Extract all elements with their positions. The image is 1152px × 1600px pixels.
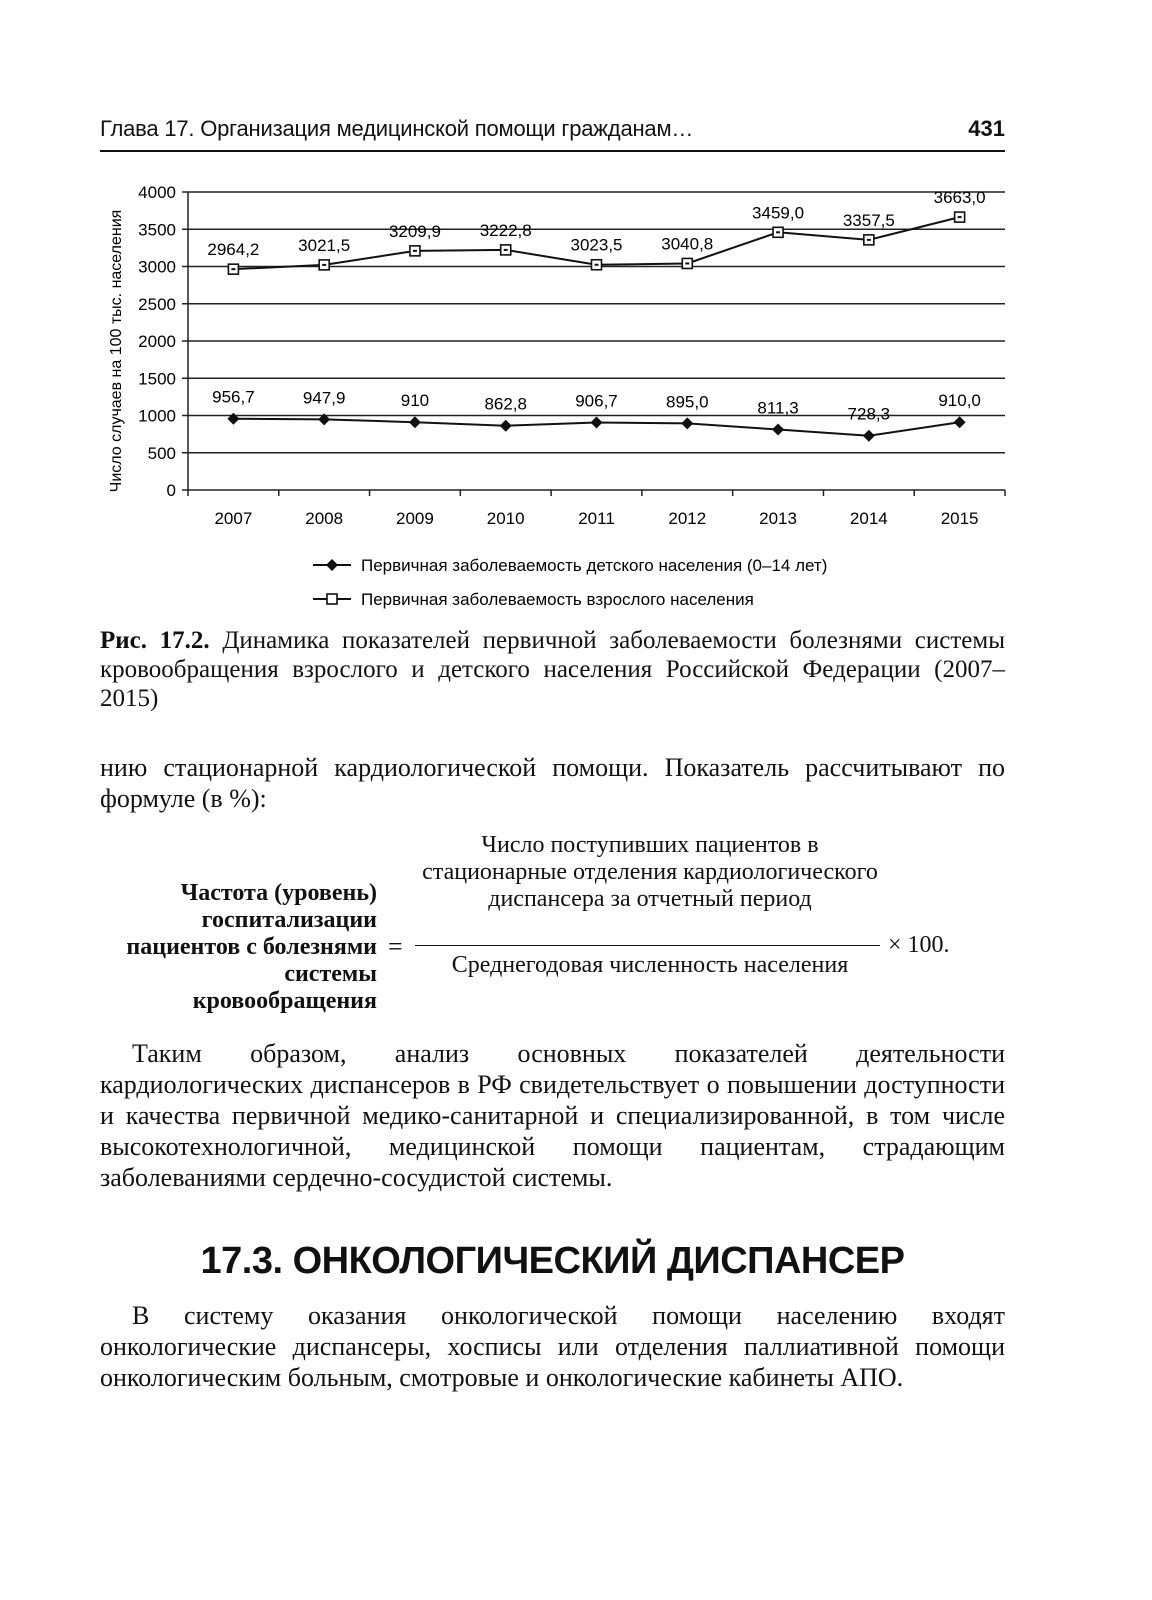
formula-left-side: Частота (уровень) госпитализации пациентов с болезнями системы кровообращения	[126, 880, 377, 1014]
adult-data-point-inner	[685, 262, 689, 264]
child-data-point	[409, 416, 421, 428]
y-tick-label: 3500	[138, 220, 176, 240]
data-label: 895,0	[666, 392, 709, 412]
data-label: 2964,2	[207, 240, 260, 260]
child-data-point	[863, 430, 875, 442]
data-label: 910	[400, 391, 430, 411]
adult-data-point-inner	[413, 250, 417, 252]
formula-numerator: Число поступивших пациентов в стационарные отделения кардиологического диспансера за отчетный период	[422, 832, 878, 912]
formula	[100, 832, 1005, 1022]
adult-data-point-inner	[776, 231, 780, 233]
paragraph-3: В систему оказания онкологической помощи населению входят онкологические диспансеры, хосписы или отделения паллиативной помощи онкологическим больным, смотровые и онкологические кабинеты АПО.	[100, 1301, 1005, 1392]
child-data-point	[772, 424, 784, 436]
y-tick-label: 2000	[138, 332, 176, 351]
data-label: 3023,5	[570, 235, 623, 255]
data-label: 3209,9	[388, 221, 441, 241]
x-tick-label: 2012	[668, 509, 707, 528]
child-data-point	[681, 417, 693, 429]
y-tick-label: 2500	[138, 294, 176, 314]
x-tick-label: 2009	[396, 509, 434, 528]
line-chart	[95, 160, 1015, 615]
data-label: 947,9	[302, 388, 346, 408]
legend-entry: Первичная заболеваемость взрослого населения	[361, 590, 754, 609]
adult-data-point-inner	[322, 264, 326, 266]
data-label: 3459,0	[752, 203, 805, 223]
y-tick-label: 3000	[138, 257, 176, 277]
formula-denominator: Среднегодовая численность населения	[451, 952, 849, 978]
data-label: 3663,0	[933, 188, 986, 208]
data-label: 3357,5	[842, 210, 895, 230]
x-tick-label: 2011	[578, 509, 615, 528]
paragraph-2: Таким образом, анализ основных показателей деятельности кардиологических диспансеров в РФ свидетельствует о повышении доступности и качества первичной медико-санитарной и специализированной, в том числе высокотехнологичной, медицинской помощи пациентам, страдающим заболеваниями сердечно-сосудистой системы.	[100, 1039, 1005, 1192]
data-labels	[207, 188, 985, 424]
formula-multiplier: × 100.	[888, 932, 950, 958]
data-label: 956,7	[212, 387, 255, 407]
y-tick-label: 500	[147, 443, 176, 463]
figure-caption	[100, 626, 1005, 713]
caption-label: Рис. 17.2.	[100, 627, 210, 654]
x-tick-label: 2008	[305, 509, 344, 528]
x-tick-label: 2013	[759, 509, 797, 528]
data-label: 3021,5	[298, 235, 351, 255]
data-label: 728,3	[847, 404, 891, 424]
page-number: 431	[968, 116, 1005, 141]
formula-equals: =	[388, 932, 403, 961]
data-label: 811,3	[757, 398, 799, 418]
child-data-point	[227, 413, 239, 425]
y-tick-label: 1000	[138, 406, 176, 426]
x-tick-label: 2007	[214, 509, 253, 528]
x-tick-label: 2014	[849, 509, 888, 528]
section-title: 17.3. ОНКОЛОГИЧЕСКИЙ ДИСПАНСЕР	[200, 1240, 905, 1282]
adult-data-point-inner	[504, 249, 508, 251]
y-tick-label: 1500	[138, 369, 176, 389]
data-label: 910,0	[938, 391, 981, 411]
data-label: 3040,8	[661, 234, 714, 254]
x-tick-label: 2010	[486, 509, 525, 528]
paragraph-1: нию стационарной кардиологической помощи. Показатель рассчитывают по формуле (в %):	[100, 753, 1005, 813]
data-label: 862,8	[484, 394, 527, 414]
page-header	[100, 110, 1005, 152]
legend-marker	[326, 559, 338, 571]
running-head: Глава 17. Организация медицинской помощи гражданам…	[100, 116, 694, 141]
data-label: 3222,8	[479, 220, 532, 240]
x-tick-label: 2015	[940, 509, 979, 528]
adult-data-point-inner	[867, 239, 871, 241]
child-data-point	[500, 420, 512, 432]
adult-data-point-inner	[595, 264, 599, 266]
y-axis-title: Число случаев на 100 тыс. населения	[108, 209, 125, 493]
child-data-point	[591, 416, 603, 428]
legend	[313, 556, 827, 609]
adult-data-point-inner	[231, 268, 235, 270]
adult-data-point-inner	[958, 216, 962, 218]
legend-marker	[327, 594, 337, 604]
child-data-point	[954, 416, 966, 428]
y-tick-label: 0	[166, 481, 176, 500]
legend-entry: Первичная заболеваемость детского населения (0–14 лет)	[361, 556, 828, 575]
fraction-bar	[415, 945, 880, 946]
data-label: 906,7	[575, 391, 618, 411]
caption-text: Динамика показателей первичной заболеваемости болезнями системы кровообращения взрослого и детского населения Российской Федерации (2007–2015)	[100, 627, 1005, 712]
y-tick-label: 4000	[138, 183, 176, 202]
